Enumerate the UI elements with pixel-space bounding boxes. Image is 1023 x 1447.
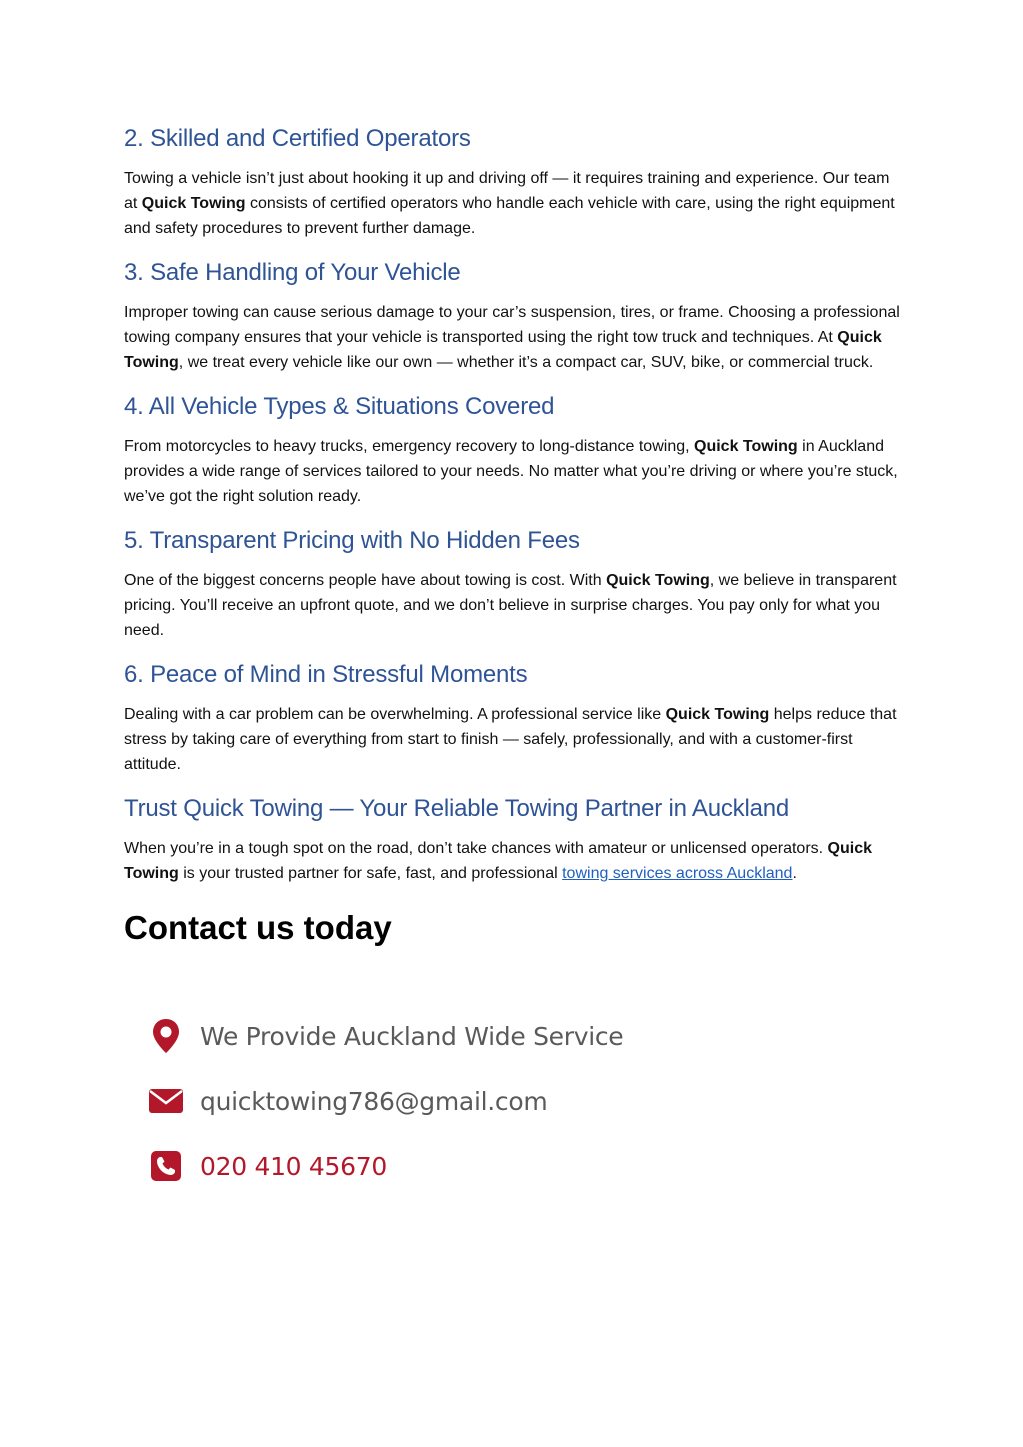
section-heading: Trust Quick Towing — Your Reliable Towing Partner in Auckland bbox=[124, 795, 790, 822]
text-run: in Auckland provides a wide range of services tailored to your needs. No matter what you’re driving or where you’re stuck, we’ve got the right solution ready. bbox=[124, 438, 898, 505]
contact-list bbox=[148, 1012, 623, 1207]
brand-name: Quick Towing bbox=[606, 572, 710, 589]
section-vehicle-types bbox=[124, 392, 904, 509]
section-paragraph bbox=[124, 434, 904, 509]
brand-name: Quick Towing bbox=[694, 438, 798, 455]
text-run: Towing a vehicle isn’t just about hooking it up and driving off — it requires training and experience. Our team at bbox=[124, 170, 890, 212]
text-run: . bbox=[792, 865, 797, 882]
location-text: We Provide Auckland Wide Service bbox=[200, 1021, 624, 1051]
phone-text[interactable]: 020 410 45670 bbox=[200, 1151, 387, 1181]
contact-phone bbox=[148, 1142, 623, 1190]
text-run: , we treat every vehicle like our own — whether it’s a compact car, SUV, bike, or commercial truck. bbox=[178, 354, 874, 371]
text-run: Dealing with a car problem can be overwhelming. A professional service like bbox=[124, 706, 666, 723]
section-heading: 6. Peace of Mind in Stressful Moments bbox=[124, 661, 528, 688]
brand-name: Quick Towing bbox=[141, 195, 246, 212]
section-paragraph bbox=[124, 836, 904, 886]
article-body bbox=[124, 124, 904, 948]
text-run: helps reduce that stress by taking care of everything from start to finish — safely, professionally, and with a customer-first attitude. bbox=[124, 706, 897, 773]
section-transparent-pricing bbox=[124, 526, 904, 643]
text-run: consists of certified operators who handle each vehicle with care, using the right equipment and safety procedures to prevent further damage. bbox=[124, 195, 895, 237]
text-run: , we believe in transparent pricing. You’ll receive an upfront quote, and we don’t believe in surprise charges. You pay only for what you need. bbox=[124, 572, 897, 639]
contact-email bbox=[148, 1077, 623, 1125]
section-paragraph bbox=[124, 568, 904, 643]
envelope-icon bbox=[148, 1083, 184, 1119]
section-peace-of-mind bbox=[124, 660, 904, 777]
section-heading: 2. Skilled and Certified Operators bbox=[124, 125, 471, 152]
brand-name: Quick Towing bbox=[124, 840, 872, 882]
section-paragraph bbox=[124, 166, 904, 241]
email-text[interactable]: quicktowing786@gmail.com bbox=[200, 1086, 548, 1116]
phone-icon bbox=[148, 1148, 184, 1184]
text-run: When you’re in a tough spot on the road, don’t take chances with amateur or unlicensed operators. bbox=[124, 840, 828, 857]
text-run: Improper towing can cause serious damage to your car’s suspension, tires, or frame. Choosing a professional towing company ensures that your vehicle is transported using the right tow truck and techniques. At bbox=[124, 304, 900, 346]
towing-services-link[interactable]: towing services across Auckland bbox=[562, 865, 793, 882]
section-heading: 4. All Vehicle Types & Situations Covered bbox=[124, 393, 555, 420]
section-heading: 3. Safe Handling of Your Vehicle bbox=[124, 259, 461, 286]
text-run: From motorcycles to heavy trucks, emergency recovery to long-distance towing, bbox=[124, 438, 694, 455]
section-paragraph bbox=[124, 300, 904, 375]
brand-name: Quick Towing bbox=[124, 329, 882, 371]
contact-location bbox=[148, 1012, 623, 1060]
section-paragraph bbox=[124, 702, 904, 777]
section-skilled-operators bbox=[124, 124, 904, 241]
section-heading: 5. Transparent Pricing with No Hidden Fees bbox=[124, 527, 580, 554]
brand-name: Quick Towing bbox=[665, 706, 770, 723]
text-run: is your trusted partner for safe, fast, and professional bbox=[178, 865, 563, 882]
section-safe-handling bbox=[124, 258, 904, 375]
text-run: One of the biggest concerns people have about towing is cost. With bbox=[124, 572, 607, 589]
contact-heading: Contact us today bbox=[124, 909, 392, 946]
section-trust bbox=[124, 794, 904, 886]
map-pin-icon bbox=[148, 1018, 184, 1054]
